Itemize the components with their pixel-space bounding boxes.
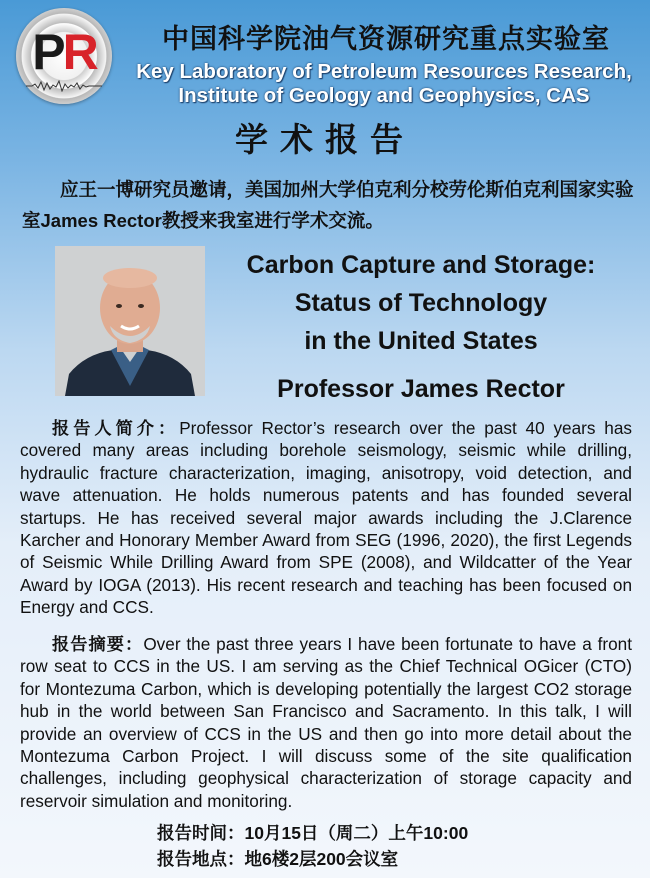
- logo-letter-p: P: [32, 24, 63, 80]
- logo-letters: [16, 26, 112, 78]
- report-title: 学术报告: [235, 121, 415, 158]
- talk-title-line3: in the United States: [304, 327, 538, 355]
- speaker-bio: [20, 417, 632, 619]
- invitation-text: 应王一博研究员邀请，美国加州大学伯克利分校劳伦斯伯克利国家实验室James Rector教授来我室进行学术交流。: [22, 179, 634, 231]
- logo-letter-r: R: [62, 24, 96, 80]
- talk-location: 报告地点：地6楼2层200会议室: [157, 849, 399, 869]
- bio-text: Professor Rector’s research over the past 40 years has covered many areas including borehole seismology, seismic while drilling, hydraulic fracture characterization, imaging, anisotropy, void detection, and wave attenuation. He holds numerous patents and has founded several startups. He has received several major awards including the J.Clarence Karcher and Honorary Member Award from SEG (1996, 2020), the first Legends of Seismic While Drilling Award from SPE (2008), and Wildcatter of the Year Award by IOGA (2013). His recent research and teaching has been focused on Energy and CCS.: [20, 418, 632, 618]
- lab-name-chinese: 中国科学院油气资源研究重点实验室: [162, 24, 610, 54]
- talk-abstract: [20, 633, 632, 812]
- lab-name-english-line2: Institute of Geology and Geophysics, CAS: [178, 84, 590, 107]
- pr-logo: [16, 8, 112, 104]
- bio-label: 报告人简介：: [52, 418, 180, 438]
- talk-time: 报告时间：10月15日（周二）上午10:00: [157, 823, 469, 843]
- talk-title: [212, 246, 630, 360]
- talk-title-line1: Carbon Capture and Storage:: [246, 251, 596, 279]
- header: [0, 0, 650, 112]
- lab-name-english: [118, 60, 650, 108]
- abstract-text: Over the past three years I have been fortunate to have a front row seat to CCS in the US. I am serving as the Chief Technical OGicer (CTO) for Montezuma Carbon, which is developing potentially the largest CO2 storage hub in the world between San Francisco and Sacramento. In this talk, I will provide an overview of CCS in the US and then go into more detail about the Montezuma Carbon Project. I will discuss some of the site qualification challenges, including geophysical characterization of storage capacity and reservoir simulation and monitoring.: [20, 634, 632, 811]
- lab-name-english-line1: Key Laboratory of Petroleum Resources Research,: [136, 60, 632, 83]
- speaker-portrait-icon: [55, 246, 205, 396]
- talk-title-line2: Status of Technology: [294, 289, 548, 317]
- abstract-label: 报告摘要：: [52, 634, 144, 654]
- seismic-wave-icon: [26, 80, 102, 92]
- speaker-name: Professor James Rector: [277, 375, 565, 403]
- speaker-photo: [55, 246, 205, 396]
